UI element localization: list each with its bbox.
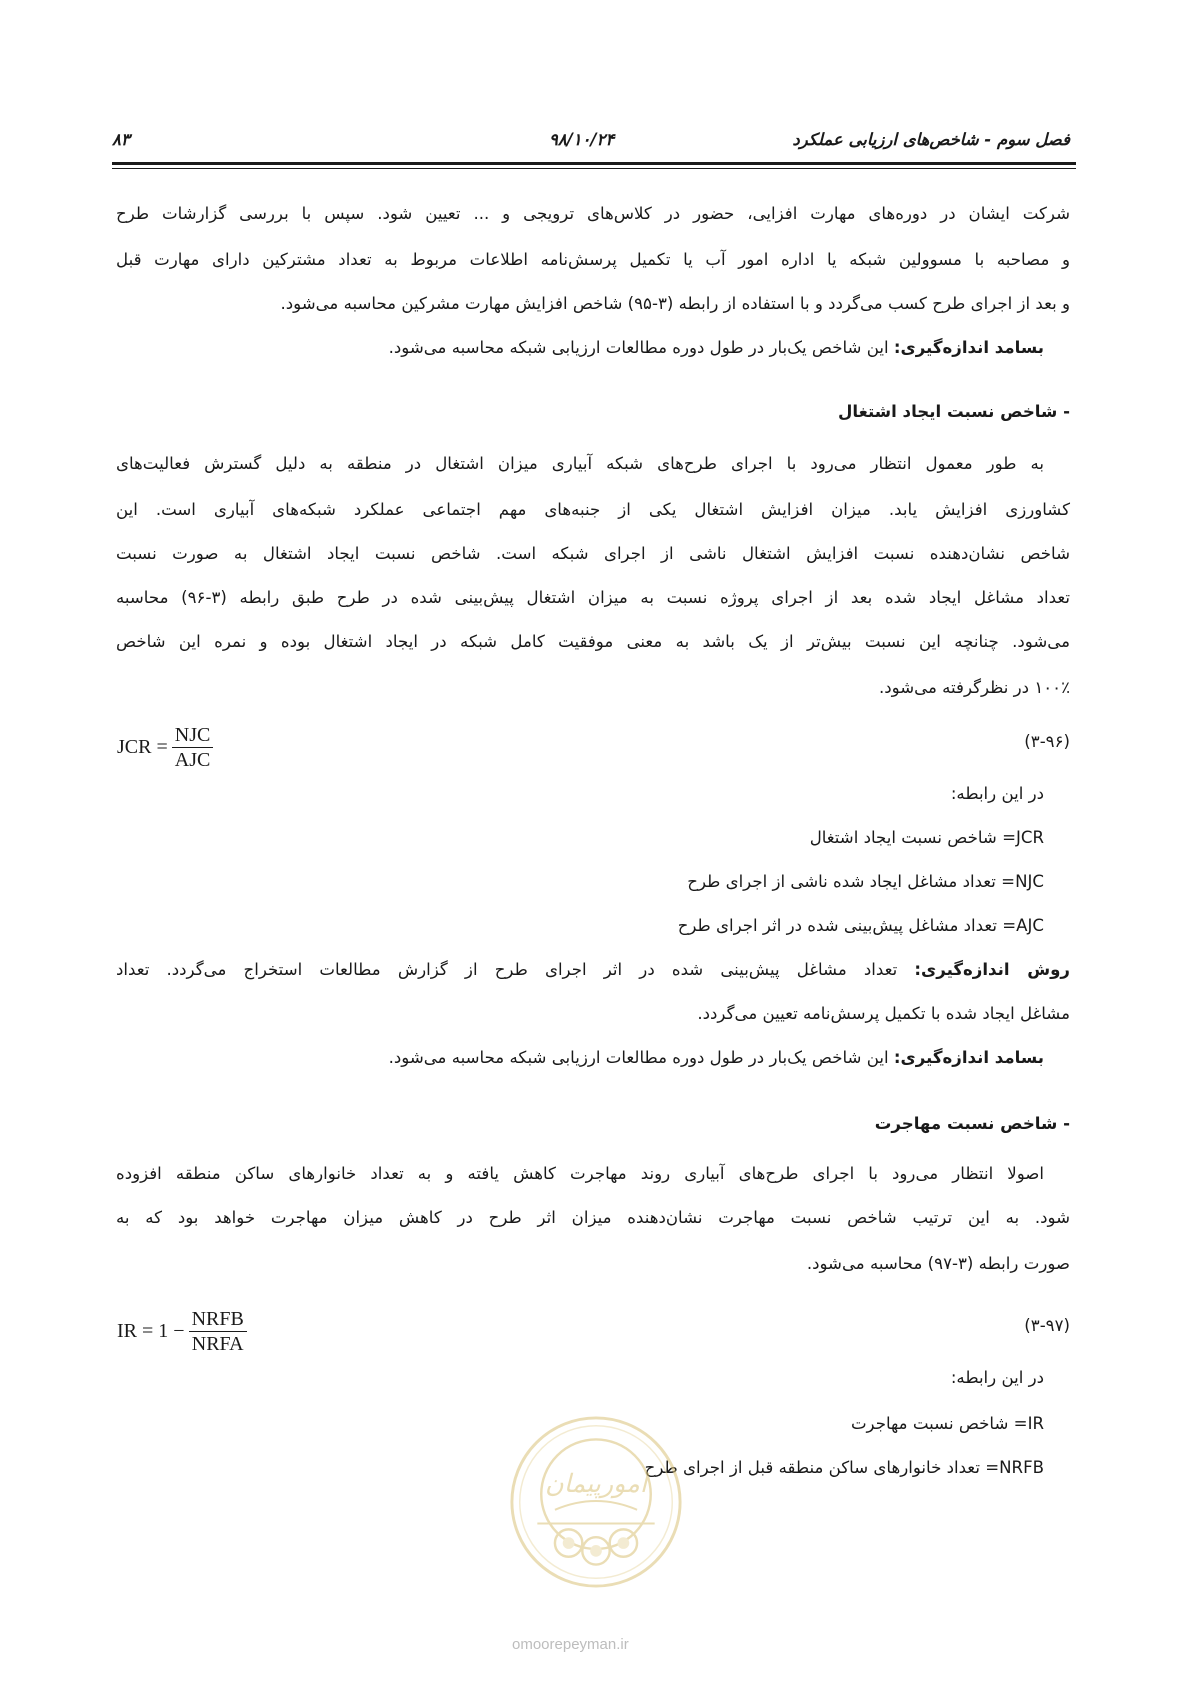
- header-rule-thick: [112, 162, 1076, 165]
- running-head-date: ۹۸/۱۰/۲۴: [549, 130, 615, 149]
- watermark-url: omoorepeyman.ir: [512, 1636, 629, 1653]
- stamp-lettering: امورپیمان: [545, 1468, 647, 1499]
- frequency-text: این شاخص یک‌بار در طول دوره مطالعات ارزیابی شبکه محاسبه می‌شود.: [388, 338, 894, 357]
- paragraph-line: می‌شود. چنانچه این نسبت بیش‌تر از یک باشد به معنی موفقیت کامل شبکه در ایجاد اشتغال بوده و نمره این شاخص: [116, 632, 1070, 651]
- paragraph-line: ۱۰۰٪ در نظرگرفته می‌شود.: [878, 678, 1070, 697]
- where-label: در این رابطه:: [950, 1368, 1044, 1387]
- equation-jcr: [117, 724, 213, 771]
- frequency-text: این شاخص یک‌بار در طول دوره مطالعات ارزیابی شبکه محاسبه می‌شود.: [388, 1048, 894, 1067]
- header-rule-thin: [112, 168, 1076, 169]
- paragraph-line: تعداد مشاغل ایجاد شده بعد از اجرای پروژه نسبت به میزان اشتغال پیش‌بینی شده در طرح طبق رابطه (۳-۹۶) محاسبه: [116, 588, 1070, 607]
- section-heading-employment: - شاخص نسبت ایجاد اشتغال: [838, 402, 1070, 421]
- paragraph-line: به طور معمول انتظار می‌رود با اجرای طرح‌های شبکه آبیاری میزان اشتغال در منطقه به دلیل گسترش فعالیت‌های: [116, 454, 1044, 473]
- frequency-label: بسامد اندازه‌گیری:: [893, 338, 1044, 357]
- paragraph-line: کشاورزی افزایش یابد. میزان افزایش اشتغال یکی از جنبه‌های مهم اجتماعی عملکرد شبکه‌های آبیاری است. این: [116, 500, 1070, 519]
- equation-ir: [117, 1308, 247, 1355]
- method-text: تعداد مشاغل پیش‌بینی شده در اثر اجرای طرح از گزارش مطالعات استخراج می‌گردد. تعداد: [116, 960, 915, 979]
- definition-symbol: IR: [1027, 1414, 1044, 1433]
- equation-number: (۳-۹۷): [1024, 1316, 1070, 1335]
- fraction: [189, 1308, 247, 1355]
- method-label: روش اندازه‌گیری:: [914, 960, 1070, 979]
- equation-lhs: JCR =: [117, 736, 168, 758]
- paragraph-line: صورت رابطه (۳-۹۷) محاسبه می‌شود.: [806, 1254, 1070, 1273]
- fraction-numerator: NRFB: [189, 1308, 247, 1332]
- definition-item: [678, 918, 1044, 935]
- page-number: ۸۳: [112, 130, 130, 149]
- definition-item: [810, 830, 1044, 847]
- definition-text: = تعداد خانوارهای ساکن منطقه قبل از اجرای طرح: [644, 1458, 1000, 1477]
- definition-symbol: JCR: [1015, 828, 1044, 847]
- equation-lhs: IR = 1 −: [117, 1320, 185, 1342]
- measurement-frequency: [389, 340, 1044, 357]
- definition-symbol: NRFB: [999, 1458, 1044, 1477]
- definition-text: = تعداد مشاغل ایجاد شده ناشی از اجرای طرح: [687, 872, 1016, 891]
- section-heading-migration: - شاخص نسبت مهاجرت: [874, 1114, 1070, 1133]
- definition-symbol: AJC: [1016, 916, 1044, 935]
- where-label: در این رابطه:: [950, 784, 1044, 803]
- paragraph-line: مشاغل ایجاد شده با تکمیل پرسش‌نامه تعیین می‌گردد.: [697, 1004, 1070, 1023]
- running-head-chapter: فصل سوم - شاخص‌های ارزیابی عملکرد: [792, 130, 1070, 149]
- measurement-frequency: [389, 1050, 1044, 1067]
- paragraph-line: اصولا انتظار می‌رود با اجرای طرح‌های آبیاری روند مهاجرت کاهش یافته و به تعداد خانوارهای ساکن منطقه افزوده: [116, 1164, 1044, 1183]
- paragraph-line: شود. به این ترتیب شاخص نسبت مهاجرت نشان‌دهنده میزان اثر طرح در کاهش میزان مهاجرت خواهد بود که به: [116, 1208, 1070, 1227]
- paragraph-line: و مصاحبه با مسوولین شبکه یا اداره امور آب یا تکمیل پرسش‌نامه اطلاعات مربوط به تعداد مشترکین دارای مهارت قبل: [116, 250, 1070, 269]
- definition-item: [645, 1460, 1044, 1477]
- paragraph-line: و بعد از اجرای طرح کسب می‌گردد و با استفاده از رابطه (۳-۹۵) شاخص افزایش مهارت مشرکین محاسبه می‌شود.: [280, 294, 1070, 313]
- fraction-numerator: NJC: [172, 724, 214, 748]
- paragraph-line: شاخص نشان‌دهنده نسبت افزایش اشتغال ناشی از اجرای شبکه است. شاخص نسبت ایجاد اشتغال به صورت نسبت: [116, 544, 1070, 563]
- frequency-label: بسامد اندازه‌گیری:: [893, 1048, 1044, 1067]
- definition-text: = شاخص نسبت ایجاد اشتغال: [809, 828, 1016, 847]
- definition-item: [851, 1416, 1044, 1433]
- watermark-stamp-logo: [508, 1414, 684, 1590]
- measurement-method: [116, 962, 1070, 979]
- definition-item: [687, 874, 1044, 891]
- definition-text: = تعداد مشاغل پیش‌بینی شده در اثر اجرای طرح: [677, 916, 1017, 935]
- fraction-denominator: AJC: [174, 749, 211, 771]
- paragraph-line: شرکت ایشان در دوره‌های مهارت افزایی، حضور در کلاس‌های ترویجی و ... تعیین شود. سپس با بررسی گزارشات طرح: [116, 204, 1070, 223]
- fraction: [172, 724, 214, 771]
- equation-number: (۳-۹۶): [1024, 732, 1070, 751]
- definition-symbol: NJC: [1015, 872, 1044, 891]
- definition-text: = شاخص نسبت مهاجرت: [850, 1414, 1028, 1433]
- fraction-denominator: NRFA: [191, 1333, 244, 1355]
